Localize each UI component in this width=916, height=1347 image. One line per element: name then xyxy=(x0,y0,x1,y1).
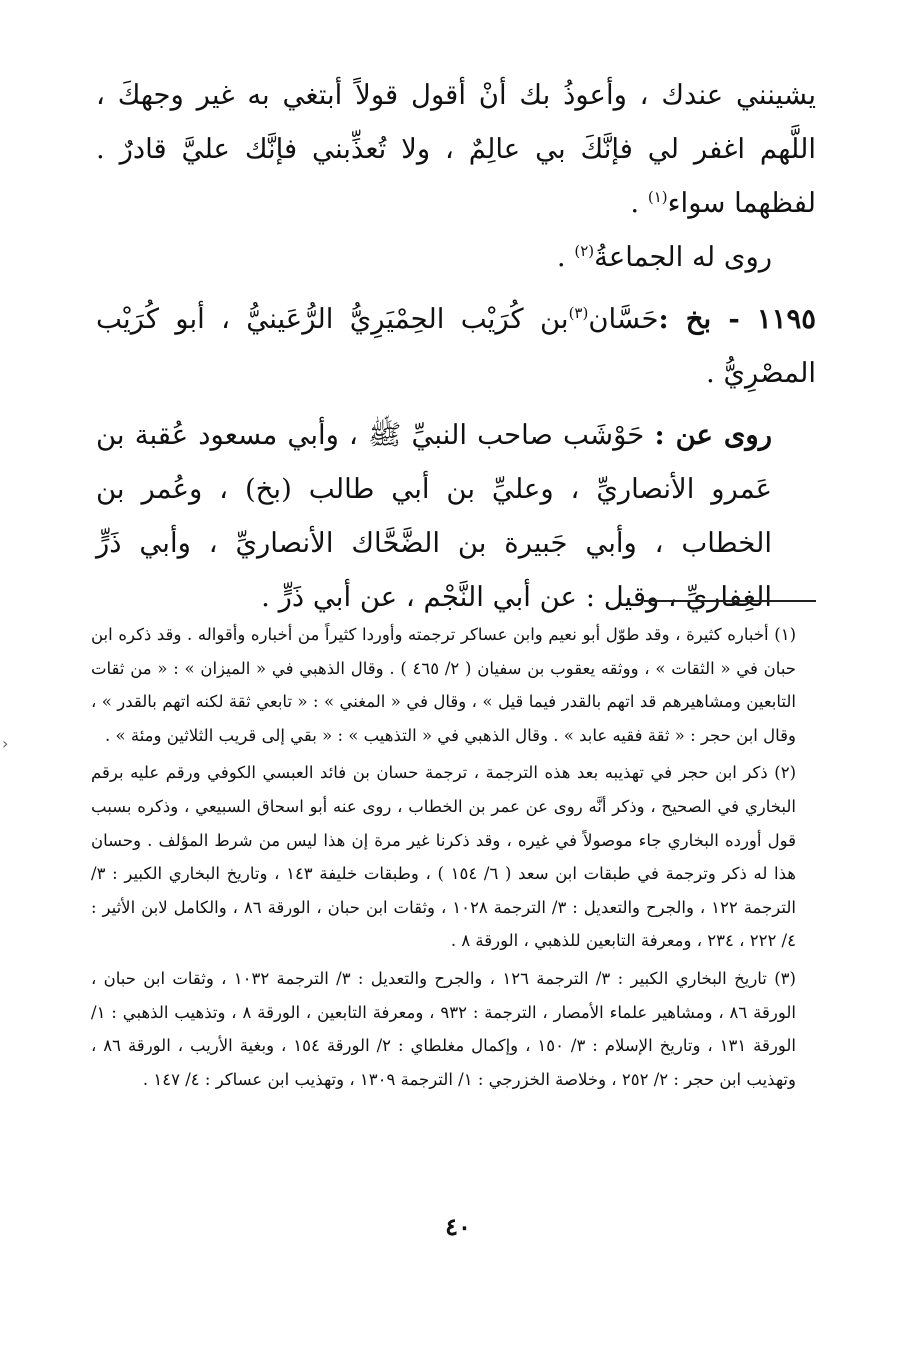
footnote-3: (٣) تاريخ البخاري الكبير : ٣/ الترجمة ١٢٦ ، والجرح والتعديل : ٣/ الترجمة ١٠٣٢ ، وثقات ابن حبان ، الورقة ٨٦ ، ومشاهير علماء الأمصار ، الترجمة : ٩٣٢ ، ومعرفة التابعين ، الورقة ٨ ، وتذهيب الذهبي : ١/ الورقة ١٣١ ، وتاريخ الإسلام : ٣/ ١٥٠ ، وإكمال مغلطاي : ٢/ الورقة ١٥٤ ، وبغية الأريب ، الورقة ٨٦ ، وتهذيب ابن حجر : ٢/ ٢٥٢ ، وخلاصة الخزرجي : ١/ الترجمة ١٣٠٩ ، وتهذيب ابن عساكر : ٤/ ١٤٧ . xyxy=(91,968,797,1089)
entry-number: ١١٩٥ - بخ : xyxy=(658,303,816,335)
footnote-divider xyxy=(644,600,816,602)
entry-rest: بن كُرَيْب الحِمْيَرِيُّ الرُّعَينيُّ ، أبو كُرَيْب المصْرِيُّ . xyxy=(96,303,816,389)
entry-name: حَسَّان xyxy=(588,303,659,335)
narrates-label: روى عن : xyxy=(654,419,772,451)
footnotes xyxy=(91,618,816,1100)
prayer-text: يشينني عندك ، وأعوذُ بك أنْ أقول قولاً أبتغي به غير وجهكَ ، اللَّهم اغفر لي فإنَّكَ بي عالِمٌ ، ولا تُعذِّبني فإنَّك عليَّ قادرٌ . لفظهما سواء xyxy=(96,79,816,219)
narrated-by-text: روى له الجماعةُ xyxy=(594,241,772,273)
paragraph-prayer: يشينني عندك ، وأعوذُ بك أنْ أقول قولاً أبتغي به غير وجهكَ ، اللَّهم اغفر لي فإنَّكَ بي عالِمٌ ، ولا تُعذِّبني فإنَّك عليَّ قادرٌ . لفظهما سواء$^{(١)}$ . xyxy=(96,79,816,219)
entry-heading xyxy=(96,292,816,400)
page-number: ٤٠ xyxy=(445,1212,471,1241)
footnote-1: (١) أخباره كثيرة ، وقد طوّل أبو نعيم وابن عساكر ترجمته وأوردا كثيراً من أخباره وأقواله . وقد ذكره ابن حبان في « الثقات » ، ووثقه يعقوب بن سفيان ( ٢/ ٤٦٥ ) . وقال الذهبي في « الميزان » : « من ثقات التابعين ومشاهيرهم قد اتهم بالقدر فيما قيل » ، وقال في « المغني » : « تابعي ثقة لكنه اتهم بالقدر » ، وقال ابن حجر : « ثقة فقيه عابد » . وقال الذهبي في « التذهيب » : « بقي إلى قريب الثلاثين ومئة » . xyxy=(91,625,796,745)
narrates-text: حَوْشَب صاحب النبيِّ ﷺ ، وأبي مسعود عُقبة بن عَمرو الأنصاريِّ ، وعليِّ بن أبي طالب (بخ) ، وعُمر بن الخطاب ، وأبي جَبيرة بن الضَّحَّاك الأنصاريِّ ، وأبي ذَرٍّ الغِفاريِّ ، وقيل : عن أبي النَّجْم ، عن أبي ذَرٍّ . xyxy=(96,419,772,613)
footnote-2: (٢) ذكر ابن حجر في تهذيبه بعد هذه الترجمة ، ترجمة حسان بن فائد العبسي الكوفي ورقم عليه برقم البخاري في الصحيح ، وذكر أنَّه روى عن عمر بن الخطاب ، روى عنه أبو اسحاق السبيعي ، وذكره بسبب قول أورده البخاري جاء موصولاً في غيره ، وقد ذكرنا غير مرة إن هذا ليس من شرط المؤلف . وحسان هذا له ذكر وترجمة في طبقات ابن سعد ( ٦/ ١٥٤ ) ، وطبقات خليفة ١٤٣ ، وتاريخ البخاري الكبير : ٣/ الترجمة ١٢٢ ، والجرح والتعديل : ٣/ الترجمة ١٠٢٨ ، وثقات ابن حبان ، الورقة ٨٦ ، والكامل لابن الأثير : ٤/ ٢٢٢ ، ٢٣٤ ، ومعرفة التابعين للذهبي ، الورقة ٨ . xyxy=(91,763,796,951)
margin-mark: ‹ xyxy=(2,734,9,753)
paragraph-narrates-from xyxy=(96,408,816,624)
footnote-ref-1: (١) xyxy=(647,187,668,206)
main-text xyxy=(96,68,816,624)
paragraph-narrated-by: روى له الجماعةُ$^{(٢)}$ . xyxy=(556,241,772,273)
footnote-ref-2: (٢) xyxy=(574,241,595,260)
footnote-ref-3: (٣) xyxy=(568,303,589,322)
